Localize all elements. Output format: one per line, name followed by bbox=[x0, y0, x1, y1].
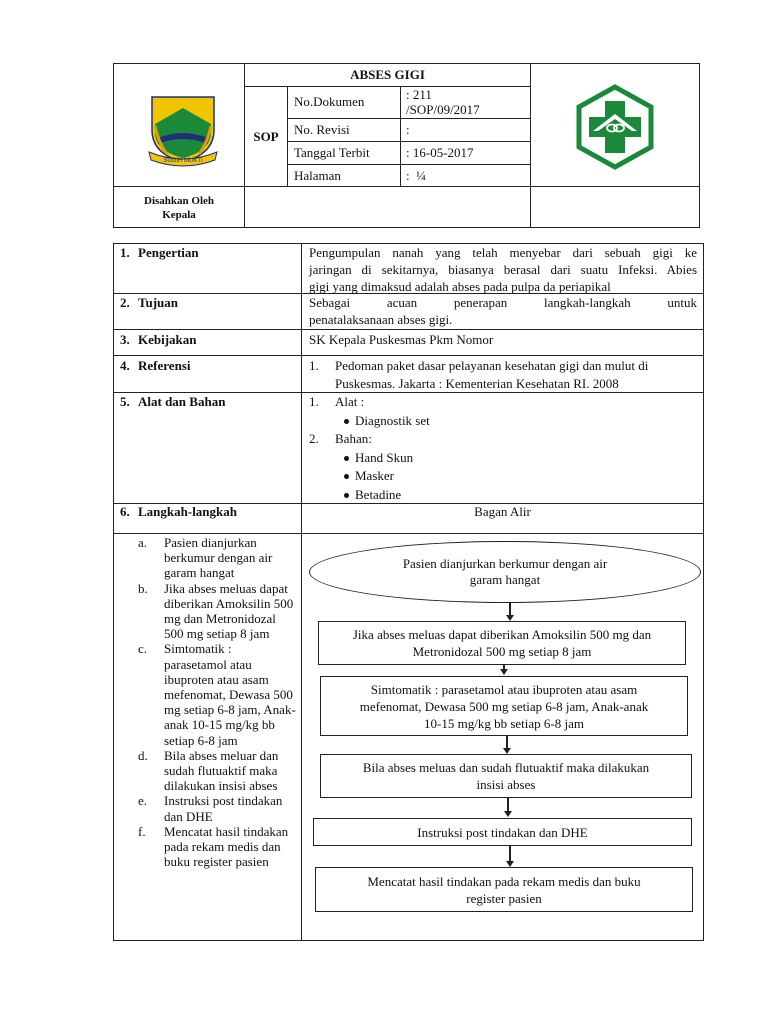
issue-date-label: Tanggal Terbit bbox=[294, 145, 370, 160]
flow-start-node bbox=[309, 541, 701, 603]
flow-step-text: Bila abses meluas dan sudah flutuaktif maka dilakukan insisi abses bbox=[362, 760, 650, 792]
step-text: Pasien dianjurkan berkumur dengan air garam hangat bbox=[164, 535, 273, 581]
flow-step-box bbox=[318, 621, 686, 665]
section-title: Langkah-langkah bbox=[138, 504, 237, 519]
section-number: 6. bbox=[120, 504, 130, 519]
list-item: Diagnostik set bbox=[342, 412, 699, 431]
puskesmas-logo bbox=[572, 84, 658, 170]
section-title: Referensi bbox=[138, 358, 191, 373]
section-title: Alat dan Bahan bbox=[138, 394, 226, 409]
step-text: Jika abses meluas dapat diberikan Amoksilin 500 mg dan Metronidozal 500 mg setiap 8 jam bbox=[164, 580, 294, 642]
pengertian-line: gigi yang dimaksud adalah abses pada pulpa da periapikal bbox=[309, 279, 611, 294]
list-item: Betadine bbox=[342, 486, 699, 505]
crest-ribbon-text: SUGIH MUKTI bbox=[163, 158, 203, 164]
regency-crest-logo bbox=[145, 94, 221, 170]
section-label-kebijakan bbox=[120, 332, 197, 348]
revision-value: : bbox=[406, 122, 410, 137]
section-number: 5. bbox=[120, 394, 130, 409]
list-item bbox=[309, 430, 699, 504]
section-number: 4. bbox=[120, 358, 130, 373]
section-title: Kebijakan bbox=[138, 332, 197, 347]
group-title: Alat : bbox=[335, 394, 365, 409]
referensi-line: Puskesmas. Jakarta : Kementerian Kesehatan RI. 2008 bbox=[335, 376, 619, 391]
list-item bbox=[138, 581, 296, 642]
flow-step-text: Jika abses meluas dapat diberikan Amoksilin 500 mg dan Metronidozal 500 mg setiap 8 jam bbox=[352, 627, 652, 659]
section-label-referensi bbox=[120, 358, 190, 374]
list-item bbox=[138, 824, 296, 870]
section-title: Pengertian bbox=[138, 245, 199, 260]
section-number: 1. bbox=[120, 245, 130, 260]
pengertian-line: jaringan di sekitarnya, biasanya berasal dari suatu Infeksi. Abies bbox=[309, 262, 697, 277]
list-item bbox=[138, 641, 296, 747]
flow-step-box bbox=[320, 754, 692, 798]
section-title: Tujuan bbox=[138, 295, 178, 310]
steps-list bbox=[138, 535, 296, 869]
list-item: Hand Skun bbox=[342, 449, 699, 468]
section-label-pengertian bbox=[120, 245, 199, 261]
section-number: 2. bbox=[120, 295, 130, 310]
list-marker: c. bbox=[138, 641, 148, 657]
list-item bbox=[138, 748, 296, 794]
flow-step-box bbox=[315, 867, 693, 912]
section-label-alat-bahan bbox=[120, 394, 225, 410]
list-item bbox=[309, 393, 699, 430]
alat-bahan-list bbox=[309, 393, 699, 504]
list-marker: d. bbox=[138, 747, 148, 763]
list-marker: a. bbox=[138, 535, 148, 550]
pengertian-text bbox=[309, 244, 697, 295]
tujuan-line: Sebagai acuan penerapan langkah-langkah untuk bbox=[309, 295, 697, 310]
list-marker: 2. bbox=[309, 431, 319, 446]
list-item bbox=[138, 793, 296, 823]
tujuan-line: penatalaksanaan abses gigi. bbox=[309, 312, 453, 327]
step-text: Mencatat hasil tindakan pada rekam medis dan buku register pasien bbox=[164, 823, 289, 870]
flow-start-text: Pasien dianjurkan berkumur dengan air garam hangat bbox=[402, 556, 608, 587]
issue-date-value: : 16-05-2017 bbox=[406, 145, 474, 160]
approved-by-label: Disahkan Oleh Kepala bbox=[144, 195, 214, 221]
page-label: Halaman bbox=[294, 168, 341, 183]
document-title: ABSES GIGI bbox=[350, 67, 425, 82]
sop-label: SOP bbox=[253, 129, 279, 144]
step-text: Bila abses meluar dan sudah flutuaktif maka dilakukan insisi abses bbox=[164, 747, 279, 794]
referensi-line: Pedoman paket dasar pelayanan kesehatan gigi dan mulut di bbox=[335, 358, 649, 373]
flowchart-heading: Bagan Alir bbox=[474, 504, 531, 519]
referensi-list bbox=[309, 357, 699, 393]
list-item bbox=[138, 535, 296, 581]
flow-step-box bbox=[313, 818, 692, 846]
group-title: Bahan: bbox=[335, 431, 372, 446]
list-marker: 1. bbox=[309, 394, 319, 409]
flow-step-box bbox=[320, 676, 688, 736]
flow-step-text: Simtomatik : parasetamol atau ibuproten atau asam mefenomat, Dewasa 500 mg setiap 6-8 jam, Anak-anak 10-15 mg/kg bb setiap 6-8 jam bbox=[359, 681, 649, 731]
list-marker: 1. bbox=[309, 358, 319, 373]
list-marker: e. bbox=[138, 793, 148, 809]
list-item bbox=[309, 357, 699, 393]
revision-label: No. Revisi bbox=[294, 122, 350, 137]
list-marker: b. bbox=[138, 580, 148, 596]
page-value: : ¼ bbox=[406, 168, 426, 183]
section-label-tujuan bbox=[120, 295, 178, 311]
flow-step-text: Instruksi post tindakan dan DHE bbox=[417, 824, 588, 840]
kebijakan-text: SK Kepala Puskesmas Pkm Nomor bbox=[309, 332, 494, 347]
doc-number-label: No.Dokumen bbox=[294, 94, 365, 109]
pengertian-line: Pengumpulan nanah yang telah menyebar dari sebuah gigi ke bbox=[309, 245, 697, 260]
step-text: Simtomatik : parasetamol atau ibuproten atau asam mefenomat, Dewasa 500 mg setiap 6-8 jam, Anak-anak 10-15 mg/kg bb setiap 6-8 jam bbox=[164, 641, 296, 748]
list-marker: f. bbox=[138, 823, 146, 839]
step-text: Instruksi post tindakan dan DHE bbox=[164, 793, 283, 824]
tujuan-text bbox=[309, 294, 697, 328]
section-number: 3. bbox=[120, 332, 130, 347]
doc-number-value: : 211 /SOP/09/2017 bbox=[406, 87, 480, 117]
flow-step-text: Mencatat hasil tindakan pada rekam medis dan buku register pasien bbox=[367, 873, 641, 906]
section-label-langkah bbox=[120, 504, 237, 520]
list-item: Masker bbox=[342, 467, 699, 486]
